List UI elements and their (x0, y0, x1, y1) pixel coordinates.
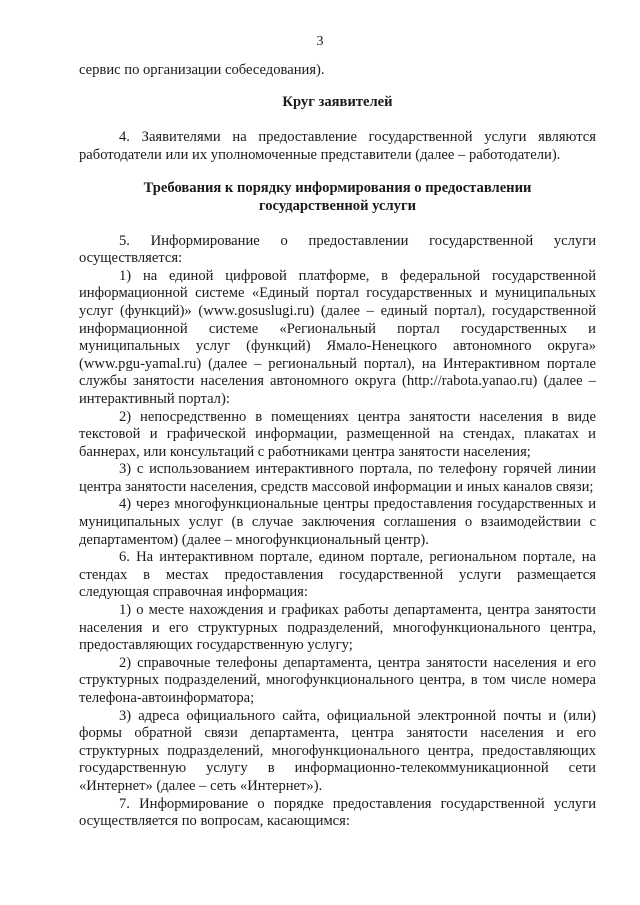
section-heading-informing: Требования к порядку информирования о предоставлении государственной услуги (143, 180, 532, 214)
paragraph-4: 4. Заявителями на предоставление государственной услуги являются работодатели или их уполномоченные представители (далее – работодатели). (79, 129, 596, 163)
paragraph-5: 5. Информирование о предоставлении государственной услуги осуществляется: (79, 232, 596, 267)
paragraph-5-item-3: 3) с использованием интерактивного портала, по телефону горячей линии центра занятости населения, средств массовой информации и иных каналов связи; (79, 461, 596, 495)
section-heading-applicants: Круг заявителей (282, 93, 393, 110)
document-body (79, 62, 596, 831)
intro-line: сервис по организации собеседования). (79, 62, 325, 78)
page-number: 3 (316, 34, 324, 49)
paragraph-5-item-4: 4) через многофункциональные центры предоставления государственных и муниципальных услуг (в случае заключения соглашения о взаимодействии с департаментом) (далее – многофункциональный центр). (79, 496, 596, 548)
paragraph-5-item-1: 1) на единой цифровой платформе, в федеральной государственной информационной системе «Единый портал государственных и муниципальных услуг (функций)» (www.gosuslugi.ru) (далее – единый портал), государственной информационной системе «Региональный портал государственных и муниципальных услуг (функций) Ямало-Ненецкого автономного округа» (www.pgu-yamal.ru) (далее – региональный портал), на Интерактивном портале службы занятости населения автономного округа (http://rabota.yanao.ru) (далее – интерактивный портал): (79, 267, 596, 407)
paragraph-6-item-3: 3) адреса официального сайта, официальной электронной почты и (или) формы обратной связи департамента, центра занятости населения и его структурных подразделений, многофункционального центра, предоставляющих государственную услугу в информационно-телекоммуникационной сети «Интернет» (далее – сеть «Интернет»). (79, 707, 596, 794)
paragraph-5-item-2: 2) непосредственно в помещениях центра занятости населения в виде текстовой и графической информации, размещенной на стендах, плакатах и баннерах, или консультаций с работниками центра занятости населения; (79, 408, 596, 460)
paragraph-6: 6. На интерактивном портале, едином портале, региональном портале, на стендах в местах предоставления государственной услуги размещается следующая справочная информация: (79, 549, 596, 601)
paragraph-6-item-2: 2) справочные телефоны департамента, центра занятости населения и его структурных подразделений, многофункционального центра, в том числе номера телефона-автоинформатора; (79, 654, 596, 706)
paragraph-6-item-1: 1) о месте нахождения и графиках работы департамента, центра занятости населения и его структурных подразделений, многофункционального центра, предоставляющих государственную услугу; (79, 602, 596, 654)
paragraph-7: 7. Информирование о порядке предоставления государственной услуги осуществляется по вопросам, касающимся: (79, 795, 596, 830)
